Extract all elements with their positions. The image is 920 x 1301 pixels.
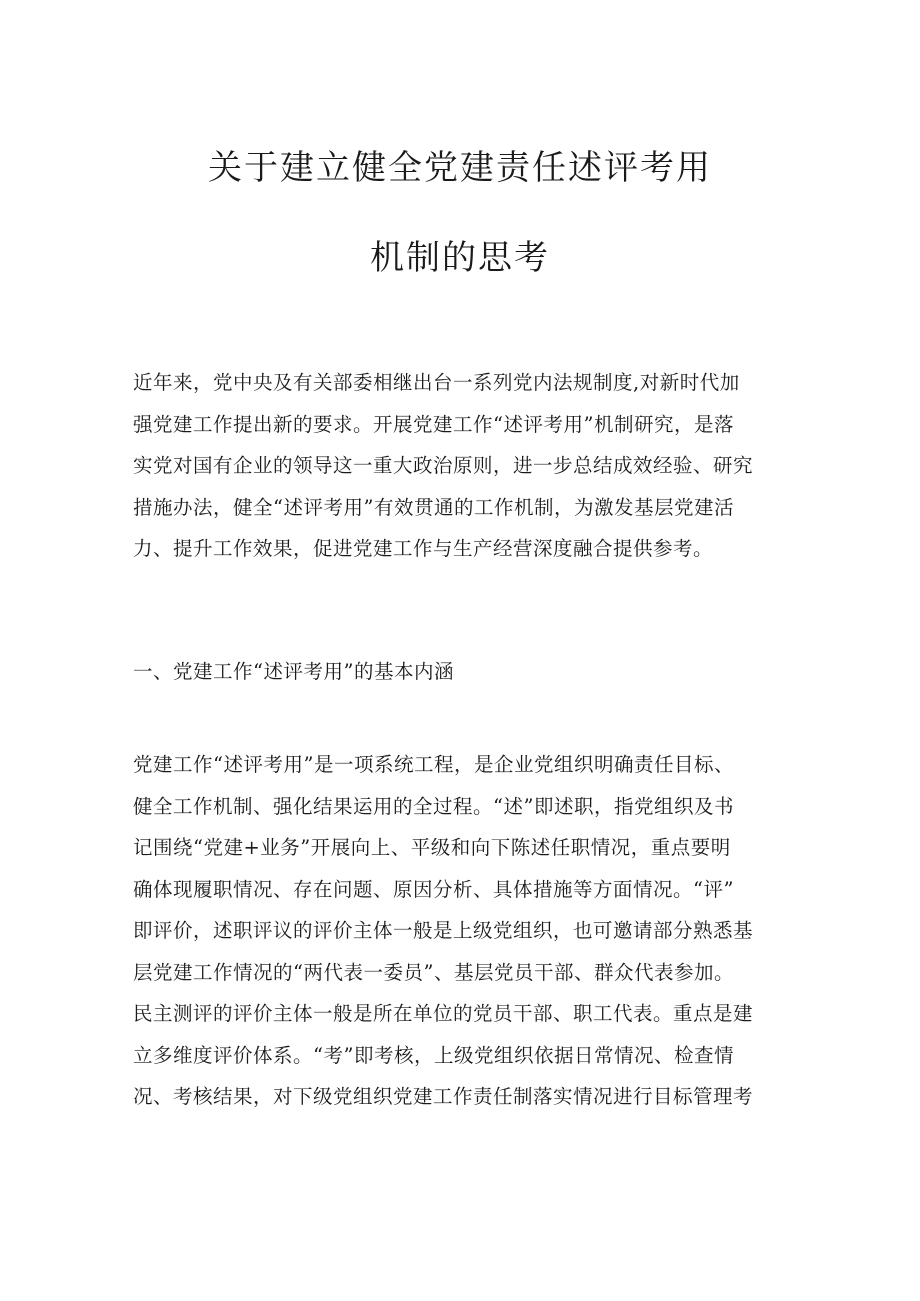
section-line: 记围绕“党建+业务”开展向上、平级和向下陈述任职情况，重点要明 [133,836,731,859]
section-line: 健全工作机制、强化结果运用的全过程。“述”即述职，指党组织及书 [133,794,734,818]
intro-line: 实党对国有企业的领导这一重大政治原则，进一步总结成效经验、研究 [133,454,754,477]
section-heading: 一、党建工作“述评考用”的基本内涵 [133,660,454,683]
intro-paragraph [133,362,813,570]
intro-line: 措施办法，健全“述评考用”有效贯通的工作机制，为激发基层党建活 [133,495,734,519]
section-line: 况、考核结果，对下级党组织党建工作责任制落实情况进行目标管理考 [133,1085,754,1108]
document-title-line-2: 机制的思考 [370,238,550,278]
section-line: 确体现履职情况、存在问题、原因分析、具体措施等方面情况。“评” [133,877,734,901]
intro-line: 力、提升工作效果，促进党建工作与生产经营深度融合提供参考。 [133,537,714,560]
section-line: 民主测评的评价主体一般是所在单位的党员干部、职工代表。重点是建 [133,1002,754,1025]
intro-line: 强党建工作提出新的要求。开展党建工作“述评考用”机制研究，是落 [133,412,734,436]
document-title-line-1: 关于建立健全党建责任述评考用 [208,148,712,188]
intro-line: 近年来，党中央及有关部委相继出台一系列党内法规制度,对新时代加 [133,371,740,394]
section-line: 立多维度评价体系。“考”即考核，上级党组织依据日常情况、检查情 [133,1043,734,1067]
section-line: 层党建工作情况的“两代表一委员”、基层党员干部、群众代表参加。 [133,960,734,984]
section-paragraph [133,744,813,1118]
section-line: 党建工作“述评考用”是一项系统工程，是企业党组织明确责任目标、 [133,753,734,776]
section-line: 即评价，述职评议的评价主体一般是上级党组织，也可邀请部分熟悉基 [133,919,754,942]
